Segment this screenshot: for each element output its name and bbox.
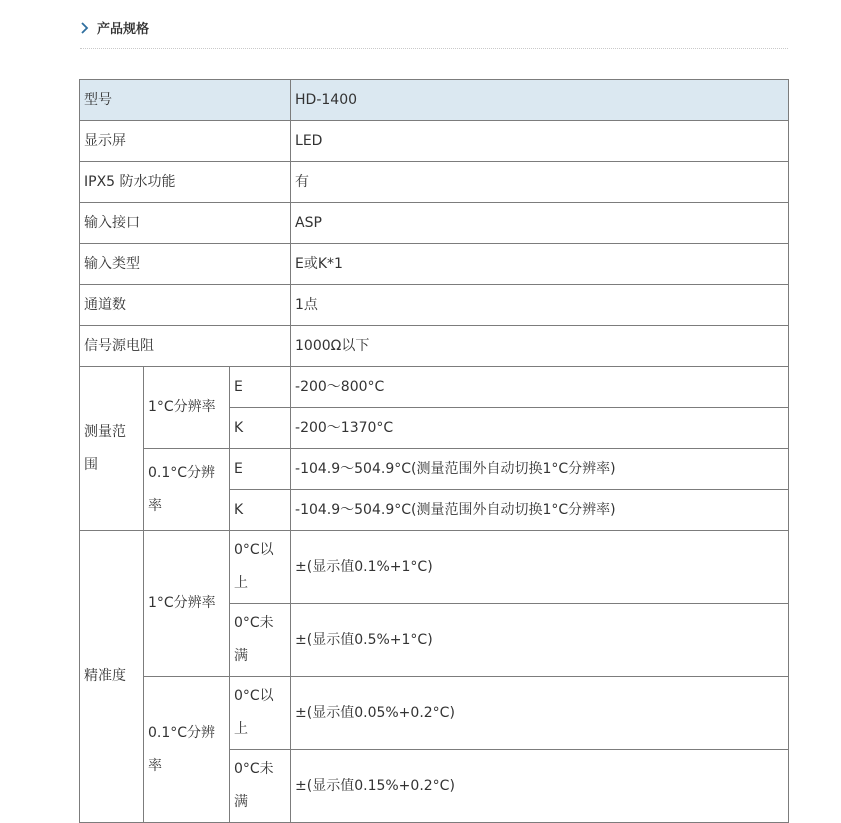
table-row xyxy=(80,121,789,162)
table-row xyxy=(80,677,789,750)
spec-value-channels: 1点 xyxy=(291,285,789,326)
table-row xyxy=(80,80,789,121)
range-label: 测量范围 xyxy=(80,367,144,531)
spec-value-model: HD-1400 xyxy=(291,80,789,121)
table-row xyxy=(80,285,789,326)
accuracy-res1-above-cond: 0°C以上 xyxy=(230,531,291,604)
accuracy-res01-below-value: ±(显示值0.15%+0.2°C) xyxy=(291,750,789,823)
table-row xyxy=(80,244,789,285)
range-res1-k-value: -200～1370°C xyxy=(291,408,789,449)
spec-value-input-type: E或K*1 xyxy=(291,244,789,285)
accuracy-res01-below-cond: 0°C未满 xyxy=(230,750,291,823)
spec-label-channels: 通道数 xyxy=(80,285,291,326)
accuracy-res1-label: 1°C分辨率 xyxy=(144,531,230,677)
table-row xyxy=(80,449,789,490)
accuracy-res1-below-value: ±(显示值0.5%+1°C) xyxy=(291,604,789,677)
accuracy-res01-above-value: ±(显示值0.05%+0.2°C) xyxy=(291,677,789,750)
spec-value-waterproof: 有 xyxy=(291,162,789,203)
spec-label-input-port: 输入接口 xyxy=(80,203,291,244)
spec-label-source-resistance: 信号源电阻 xyxy=(80,326,291,367)
accuracy-res01-above-cond: 0°C以上 xyxy=(230,677,291,750)
range-res1-k-type: K xyxy=(230,408,291,449)
range-res01-k-value: -104.9～504.9°C(测量范围外自动切换1°C分辨率) xyxy=(291,490,789,531)
table-row xyxy=(80,162,789,203)
range-res1-label: 1°C分辨率 xyxy=(144,367,230,449)
range-res01-e-type: E xyxy=(230,449,291,490)
spec-label-waterproof: IPX5 防水功能 xyxy=(80,162,291,203)
spec-value-input-port: ASP xyxy=(291,203,789,244)
spec-value-source-resistance: 1000Ω以下 xyxy=(291,326,789,367)
chevron-right-icon xyxy=(80,21,90,35)
range-res1-e-value: -200～800°C xyxy=(291,367,789,408)
range-res01-label: 0.1°C分辨率 xyxy=(144,449,230,531)
table-row xyxy=(80,326,789,367)
table-row xyxy=(80,367,789,408)
table-row xyxy=(80,203,789,244)
spec-label-display: 显示屏 xyxy=(80,121,291,162)
spec-value-display: LED xyxy=(291,121,789,162)
range-res1-e-type: E xyxy=(230,367,291,408)
spec-label-input-type: 输入类型 xyxy=(80,244,291,285)
accuracy-label: 精准度 xyxy=(80,531,144,823)
accuracy-res1-below-cond: 0°C未满 xyxy=(230,604,291,677)
table-row xyxy=(80,531,789,604)
spec-label-model: 型号 xyxy=(80,80,291,121)
accuracy-res01-label: 0.1°C分辨率 xyxy=(144,677,230,823)
section-title: 产品规格 xyxy=(97,22,150,37)
range-res01-e-value: -104.9～504.9°C(测量范围外自动切换1°C分辨率) xyxy=(291,449,789,490)
section-header xyxy=(80,18,788,49)
range-res01-k-type: K xyxy=(230,490,291,531)
spec-table xyxy=(79,79,789,823)
accuracy-res1-above-value: ±(显示值0.1%+1°C) xyxy=(291,531,789,604)
